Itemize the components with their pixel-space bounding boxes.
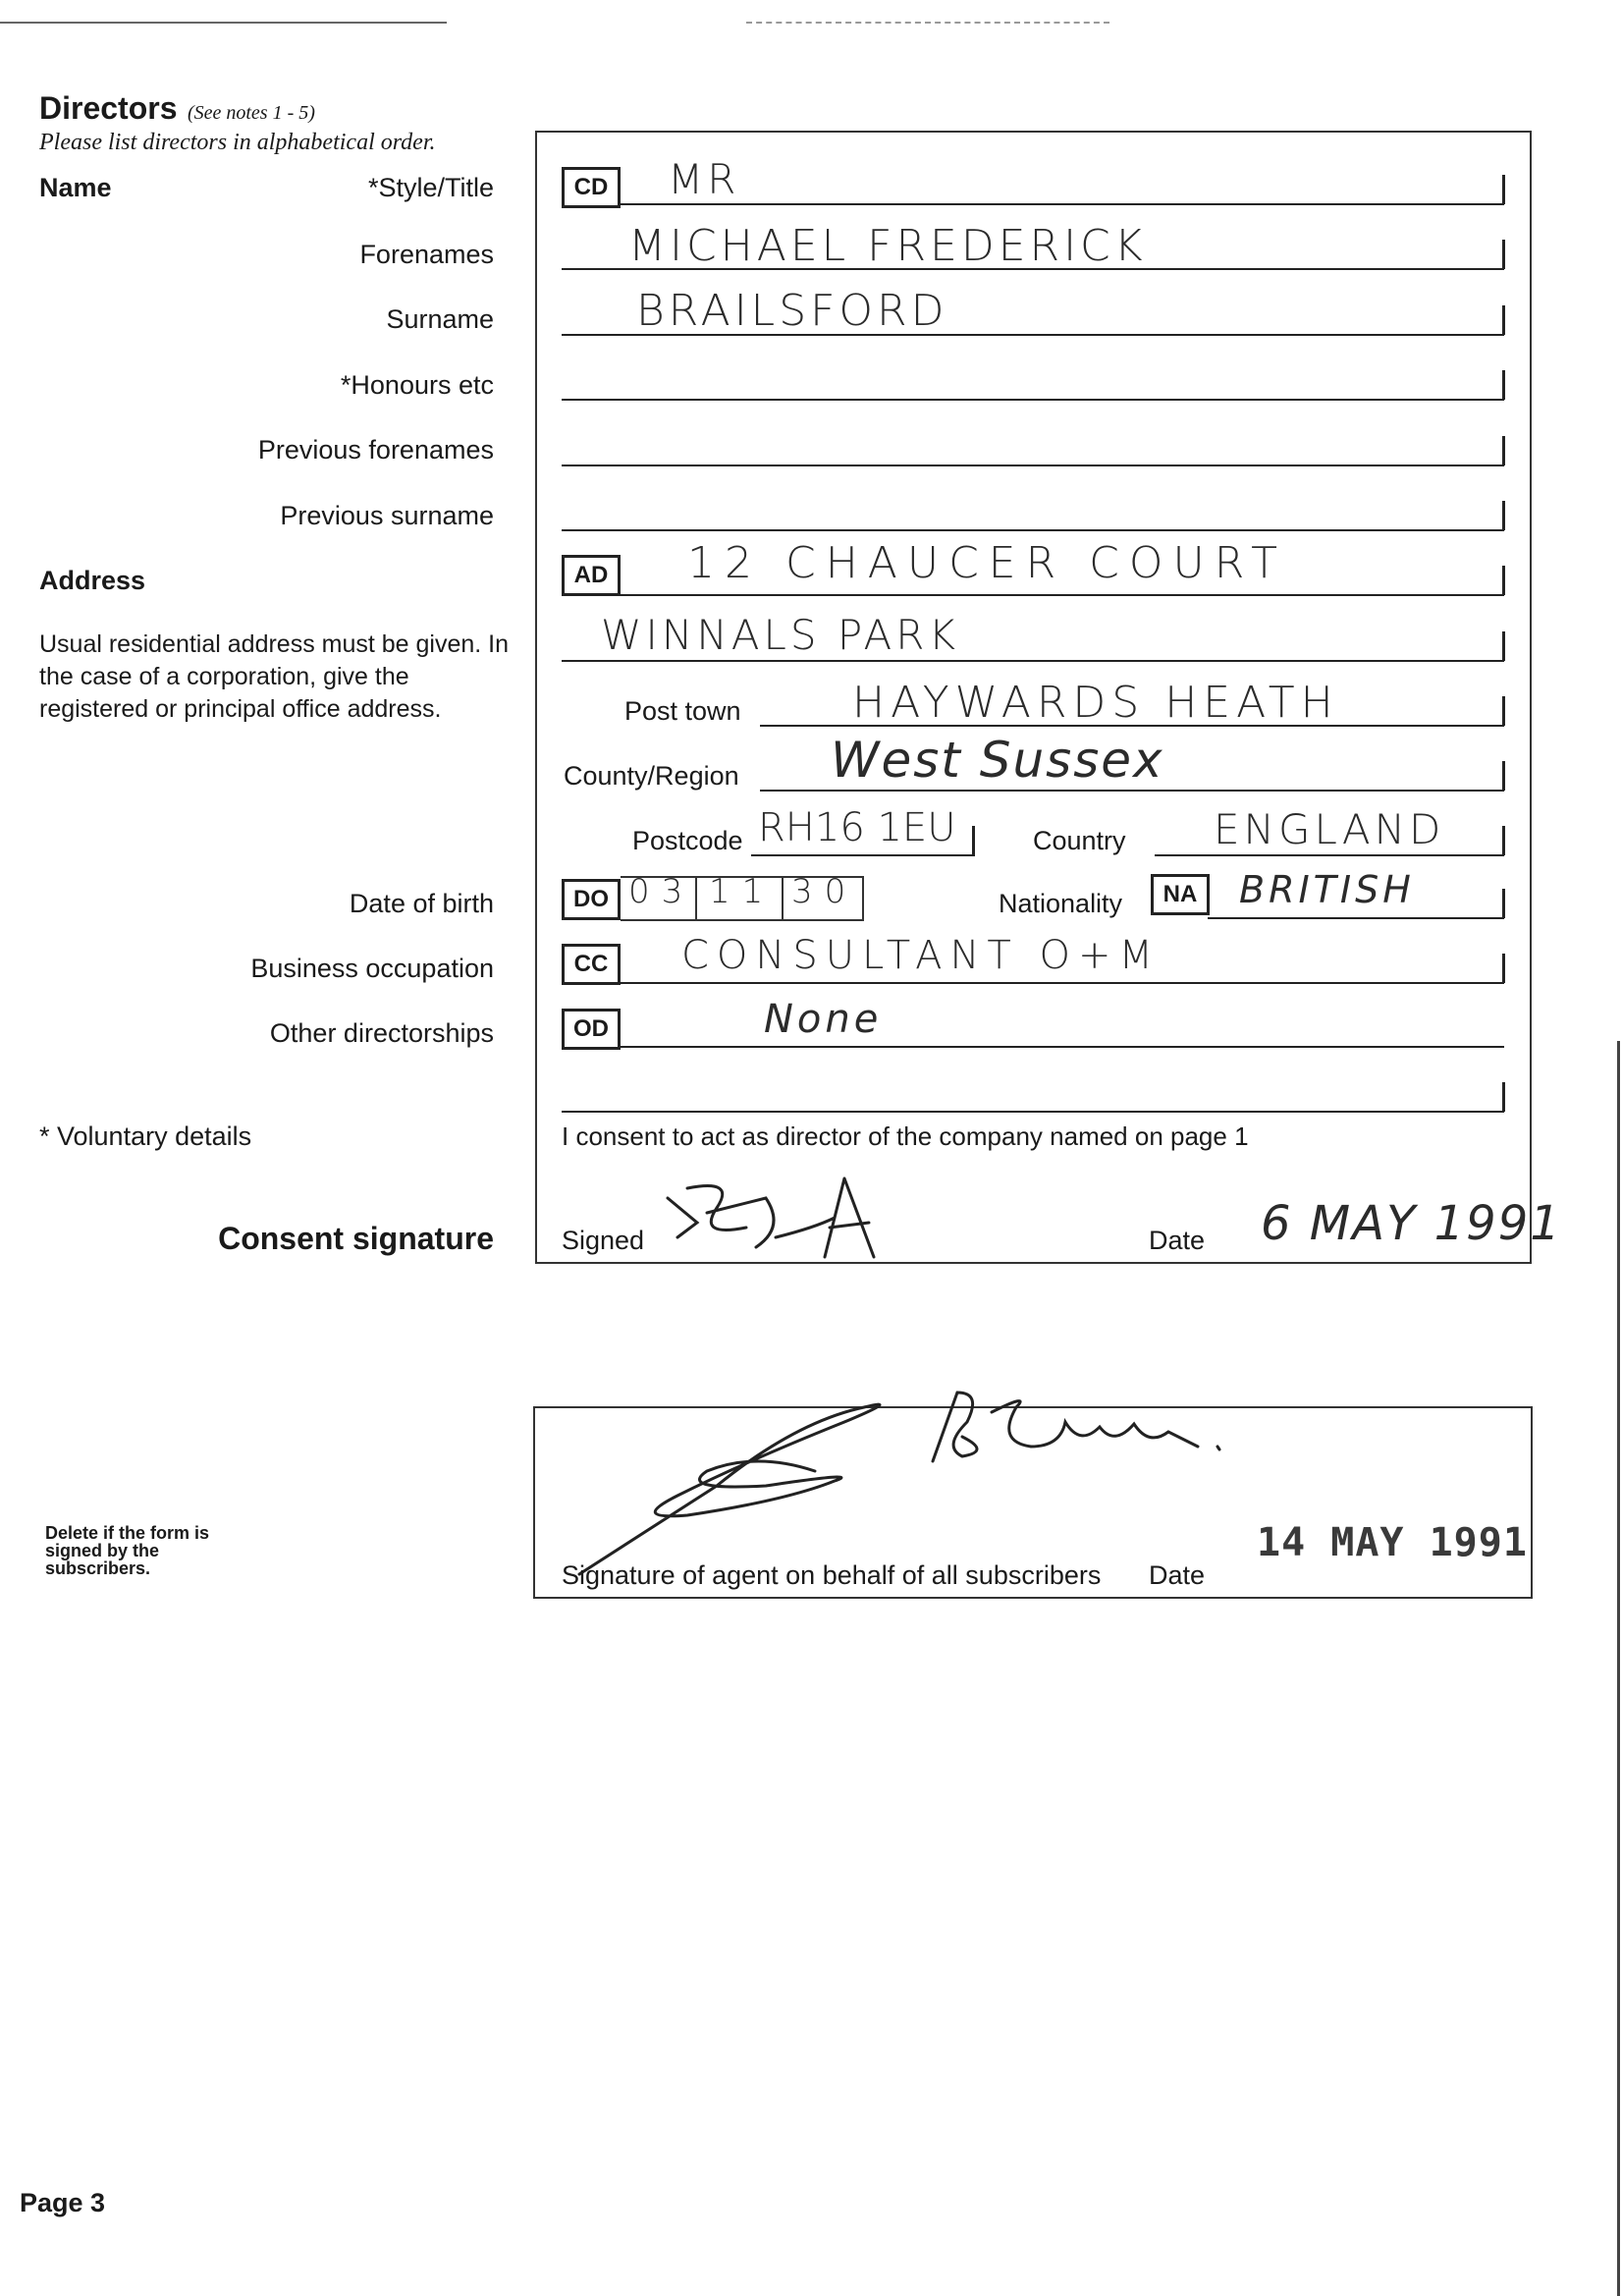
address-note: Usual residential address must be given. In the case of a corporation, give the registered or principal office address. — [39, 630, 510, 723]
previous-surname-line — [562, 529, 1504, 531]
county-value[interactable]: West Sussex — [831, 732, 1164, 789]
business-occupation-label: Business occupation — [250, 954, 494, 983]
nationality-label: Nationality — [999, 889, 1123, 918]
nationality-line — [1208, 917, 1504, 919]
postcode-label: Postcode — [632, 826, 743, 855]
surname-value[interactable]: BRAILSFORD — [636, 286, 948, 336]
code-box-na: NA — [1151, 874, 1210, 915]
page-number: Page 3 — [20, 2188, 106, 2217]
country-value[interactable]: ENGLAND — [1214, 805, 1445, 853]
post-town-label: Post town — [624, 696, 741, 726]
extra-line — [562, 1111, 1504, 1113]
occupation-line — [619, 982, 1504, 984]
dob-day-value[interactable]: 03 — [628, 872, 695, 911]
forenames-tick — [1502, 240, 1505, 269]
honours-line — [562, 399, 1504, 401]
address-line1-tick — [1502, 566, 1505, 595]
agent-signature-image — [569, 1353, 1335, 1589]
forenames-value[interactable]: MICHAEL FREDERICK — [628, 221, 1147, 271]
extra-tick — [1502, 1082, 1505, 1112]
delete-note: Delete if the form is signed by the subscribers. — [45, 1523, 210, 1578]
post-town-value[interactable]: HAYWARDS HEATH — [852, 678, 1339, 728]
code-box-cc: CC — [562, 944, 621, 985]
address-line1-value[interactable]: 12 CHAUCER COURT — [687, 538, 1287, 588]
other-directorships-line — [619, 1046, 1504, 1048]
top-rule-left — [0, 22, 447, 24]
previous-surname-label: Previous surname — [280, 501, 494, 530]
name-label: Name — [39, 173, 112, 202]
top-rule-right — [746, 22, 1109, 24]
postcode-value[interactable]: RH16 1EU — [758, 805, 956, 850]
previous-surname-tick — [1502, 501, 1505, 530]
post-town-tick — [1502, 696, 1505, 726]
surname-label: Surname — [386, 304, 494, 334]
previous-forenames-line — [562, 465, 1504, 466]
consent-signature-label: Consent signature — [218, 1221, 494, 1256]
country-tick — [1502, 826, 1505, 855]
consent-statement: I consent to act as director of the company named on page 1 — [562, 1121, 1249, 1151]
style-title-tick — [1502, 175, 1505, 204]
previous-forenames-tick — [1502, 436, 1505, 465]
section-header — [39, 90, 315, 127]
address-label: Address — [39, 566, 146, 595]
address-line2-tick — [1502, 631, 1505, 661]
agent-date-label: Date — [1149, 1560, 1206, 1590]
dob-year-value[interactable]: 30 — [791, 872, 858, 911]
previous-forenames-label: Previous forenames — [257, 435, 494, 465]
address-line2-line — [562, 660, 1504, 662]
date-of-birth-label: Date of birth — [349, 889, 494, 918]
dob-month-value[interactable]: 11 — [709, 872, 776, 911]
style-title-line — [619, 203, 1504, 205]
consent-signature-image — [658, 1169, 913, 1267]
style-title-label: *Style/Title — [367, 173, 494, 202]
other-directorships-label: Other directorships — [269, 1018, 494, 1048]
postcode-line — [751, 854, 975, 856]
country-label: Country — [1033, 826, 1126, 855]
code-box-od: OD — [562, 1009, 621, 1050]
honours-tick — [1502, 370, 1505, 400]
county-region-label: County/Region — [564, 761, 739, 791]
address-line2-value[interactable]: WINNALS PARK — [601, 611, 959, 659]
code-box-do: DO — [562, 879, 621, 920]
county-tick — [1502, 761, 1505, 791]
address-line1-line — [619, 594, 1504, 596]
voluntary-details-label: * Voluntary details — [39, 1121, 252, 1151]
consent-date-label: Date — [1149, 1226, 1206, 1255]
notes-reference: (See notes 1 - 5) — [187, 102, 315, 124]
honours-label: *Honours etc — [340, 370, 494, 400]
occupation-value[interactable]: CONSULTANT O+M — [681, 933, 1162, 978]
nationality-value[interactable]: BRITISH — [1239, 868, 1415, 911]
section-instruction: Please list directors in alphabetical order. — [39, 130, 436, 155]
agent-signature-label: Signature of agent on behalf of all subscribers — [562, 1560, 1102, 1590]
other-directorships-value[interactable]: None — [764, 997, 883, 1042]
code-box-ad: AD — [562, 555, 621, 596]
scan-edge-line — [1617, 1041, 1620, 2296]
section-title: Directors — [39, 90, 178, 126]
surname-tick — [1502, 305, 1505, 335]
forenames-label: Forenames — [359, 240, 494, 269]
postcode-tick — [972, 826, 975, 855]
occupation-tick — [1502, 954, 1505, 983]
code-box-cd: CD — [562, 167, 621, 208]
style-title-value[interactable]: MR — [668, 155, 740, 203]
signed-label: Signed — [562, 1226, 645, 1255]
nationality-tick — [1502, 889, 1505, 918]
country-line — [1155, 854, 1504, 856]
county-line — [760, 790, 1504, 792]
agent-date-stamp: 14 MAY 1991 — [1257, 1520, 1528, 1565]
consent-date-value[interactable]: 6 MAY 1991 — [1261, 1196, 1562, 1251]
